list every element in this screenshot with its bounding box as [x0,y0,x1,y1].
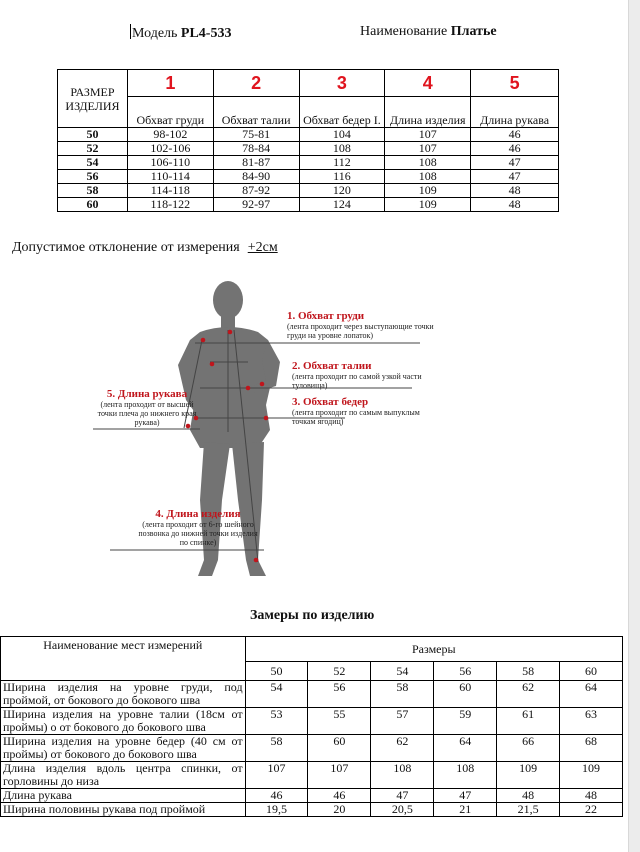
callout-length [135,508,261,547]
col-number: 2 [213,70,299,97]
callout-chest [287,310,437,340]
measurement-value: 58 [245,735,308,762]
col-number: 3 [299,70,385,97]
table-row [1,681,623,708]
measurement-value: 64 [434,735,497,762]
col-number: 1 [127,70,213,97]
measurement-label: Ширина изделия на уровне груди, под проймой, от бокового до бокового шва [1,681,246,708]
measurements-section-title: Замеры по изделию [250,608,375,623]
measurement-cell: 47 [471,156,559,170]
measurement-cell: 109 [385,198,471,212]
measurement-cell: 110-114 [127,170,213,184]
size-row [58,156,559,170]
callout-waist-desc: (лента проходит по самой узкой части туловища) [292,372,422,390]
measurement-cell: 84-90 [213,170,299,184]
col-header: Обхват бедер I. [299,97,385,128]
size-header-cell: 54 [371,662,434,681]
callout-sleeve-title: 5. Длина рукава [106,388,188,400]
measurement-value: 68 [560,735,623,762]
text-cursor [130,24,131,39]
size-cell: 58 [58,184,128,198]
size-row [58,198,559,212]
col-header: Длина изделия [385,97,471,128]
measurement-cell: 102-106 [127,142,213,156]
measurement-value: 63 [560,708,623,735]
measurement-value: 60 [308,735,371,762]
tolerance-value: +2см [247,240,278,255]
size-row [58,142,559,156]
measurement-value: 20,5 [371,803,434,817]
col-header: Обхват талии [213,97,299,128]
measurement-cell: 46 [471,142,559,156]
measurement-cell: 81-87 [213,156,299,170]
sizes-header: Размеры [245,637,622,662]
callout-hips-title: 3. Обхват бедер [292,396,369,408]
callout-waist-title: 2. Обхват талии [292,360,372,372]
callout-hips-desc: (лента проходит по самым выпуклым точкам ягодиц) [292,408,420,426]
measurement-cell: 109 [385,184,471,198]
measurement-cell: 108 [299,142,385,156]
table-row [1,803,623,817]
measurement-cell: 120 [299,184,385,198]
measurement-value: 48 [560,789,623,803]
table-row [1,735,623,762]
size-chart-table [57,69,559,212]
measurement-cell: 47 [471,170,559,184]
col-number: 5 [471,70,559,97]
measurement-value: 107 [245,762,308,789]
name-value: Платье [450,24,497,39]
measurement-cell: 106-110 [127,156,213,170]
measurement-cell: 98-102 [127,128,213,142]
size-cell: 50 [58,128,128,142]
measurement-value: 107 [308,762,371,789]
measurement-cell: 118-122 [127,198,213,212]
callout-sleeve-desc: (лента проходит от высшей точки плеча до нижнего края рукава) [97,400,197,427]
measurement-label: Длина изделия вдоль центра спинки, от горловины до низа [1,762,246,789]
table-row [1,708,623,735]
tolerance-text: Допустимое отклонение от измерения [12,240,240,255]
measurement-value: 108 [371,762,434,789]
measurement-value: 109 [497,762,560,789]
measurement-value: 55 [308,708,371,735]
table-row [1,762,623,789]
measurement-cell: 108 [385,156,471,170]
measurement-value: 20 [308,803,371,817]
size-row [58,184,559,198]
name-label: Наименование [360,24,448,39]
measurement-value: 48 [497,789,560,803]
callout-length-desc: (лента проходит от 6-го шейного позвонка до нижней точки изделия по спинке) [138,520,258,547]
measurement-value: 22 [560,803,623,817]
table-row [1,789,623,803]
measurement-cell: 114-118 [127,184,213,198]
model-label: Модель [132,26,178,41]
size-header-cell: 60 [560,662,623,681]
measurement-value: 56 [308,681,371,708]
measurement-value: 66 [497,735,560,762]
size-cell: 54 [58,156,128,170]
col-number: 4 [385,70,471,97]
model-header [130,24,231,42]
callout-chest-title: 1. Обхват груди [287,310,365,322]
measurement-value: 46 [308,789,371,803]
measurement-name-header: Наименование мест измерений [1,637,246,681]
measurement-value: 21 [434,803,497,817]
measurement-cell: 87-92 [213,184,299,198]
garment-measurements-table [0,636,623,817]
measurement-cell: 124 [299,198,385,212]
measurement-label: Ширина половины рукава под проймой [1,803,246,817]
col-header: Обхват груди [127,97,213,128]
measurement-value: 62 [371,735,434,762]
name-header [360,24,497,40]
measurement-label: Длина рукава [1,789,246,803]
measurement-value: 21,5 [497,803,560,817]
size-cell: 56 [58,170,128,184]
callout-length-title: 4. Длина изделия [155,508,241,520]
measurement-cell: 112 [299,156,385,170]
measurement-value: 59 [434,708,497,735]
measurement-label: Ширина изделия на уровне бедер (40 см от проймы) от бокового до бокового шва [1,735,246,762]
measurement-value: 19,5 [245,803,308,817]
size-header-cell: 56 [434,662,497,681]
measurement-cell: 75-81 [213,128,299,142]
measurement-cell: 107 [385,128,471,142]
size-cell: 52 [58,142,128,156]
measurement-value: 61 [497,708,560,735]
model-value: PL4-533 [180,26,232,41]
size-header-cell: 52 [308,662,371,681]
measurement-value: 47 [371,789,434,803]
page-edge [628,0,640,852]
measurement-value: 60 [434,681,497,708]
measurement-value: 47 [434,789,497,803]
size-header-cell: 50 [245,662,308,681]
measurement-cell: 92-97 [213,198,299,212]
size-header-cell: 58 [497,662,560,681]
measurement-value: 64 [560,681,623,708]
measurement-value: 57 [371,708,434,735]
measurement-cell: 104 [299,128,385,142]
measurement-cell: 116 [299,170,385,184]
measurement-label: Ширина изделия на уровне талии (18см от проймы) о от бокового до бокового шва [1,708,246,735]
size-cell: 60 [58,198,128,212]
callout-hips [292,396,442,426]
measurement-value: 53 [245,708,308,735]
size-row [58,128,559,142]
measurement-cell: 78-84 [213,142,299,156]
measurement-value: 109 [560,762,623,789]
measurement-diagram [0,270,628,600]
callout-chest-desc: (лента проходит через выступающие точки груди на уровне лопаток) [287,322,434,340]
garment-measurements-body [1,681,623,817]
size-chart-body [58,128,559,212]
col-header: Длина рукава [471,97,559,128]
measurement-cell: 46 [471,128,559,142]
size-corner-label: РАЗМЕР ИЗДЕЛИЯ [58,70,128,128]
measurement-value: 54 [245,681,308,708]
measurement-value: 46 [245,789,308,803]
measurement-cell: 48 [471,198,559,212]
callout-waist [292,360,432,390]
measurement-cell: 48 [471,184,559,198]
tolerance-note [12,240,278,256]
measurement-value: 58 [371,681,434,708]
callout-sleeve [97,388,197,427]
measurement-value: 108 [434,762,497,789]
measurement-cell: 108 [385,170,471,184]
measurement-value: 62 [497,681,560,708]
size-row [58,170,559,184]
measurement-cell: 107 [385,142,471,156]
